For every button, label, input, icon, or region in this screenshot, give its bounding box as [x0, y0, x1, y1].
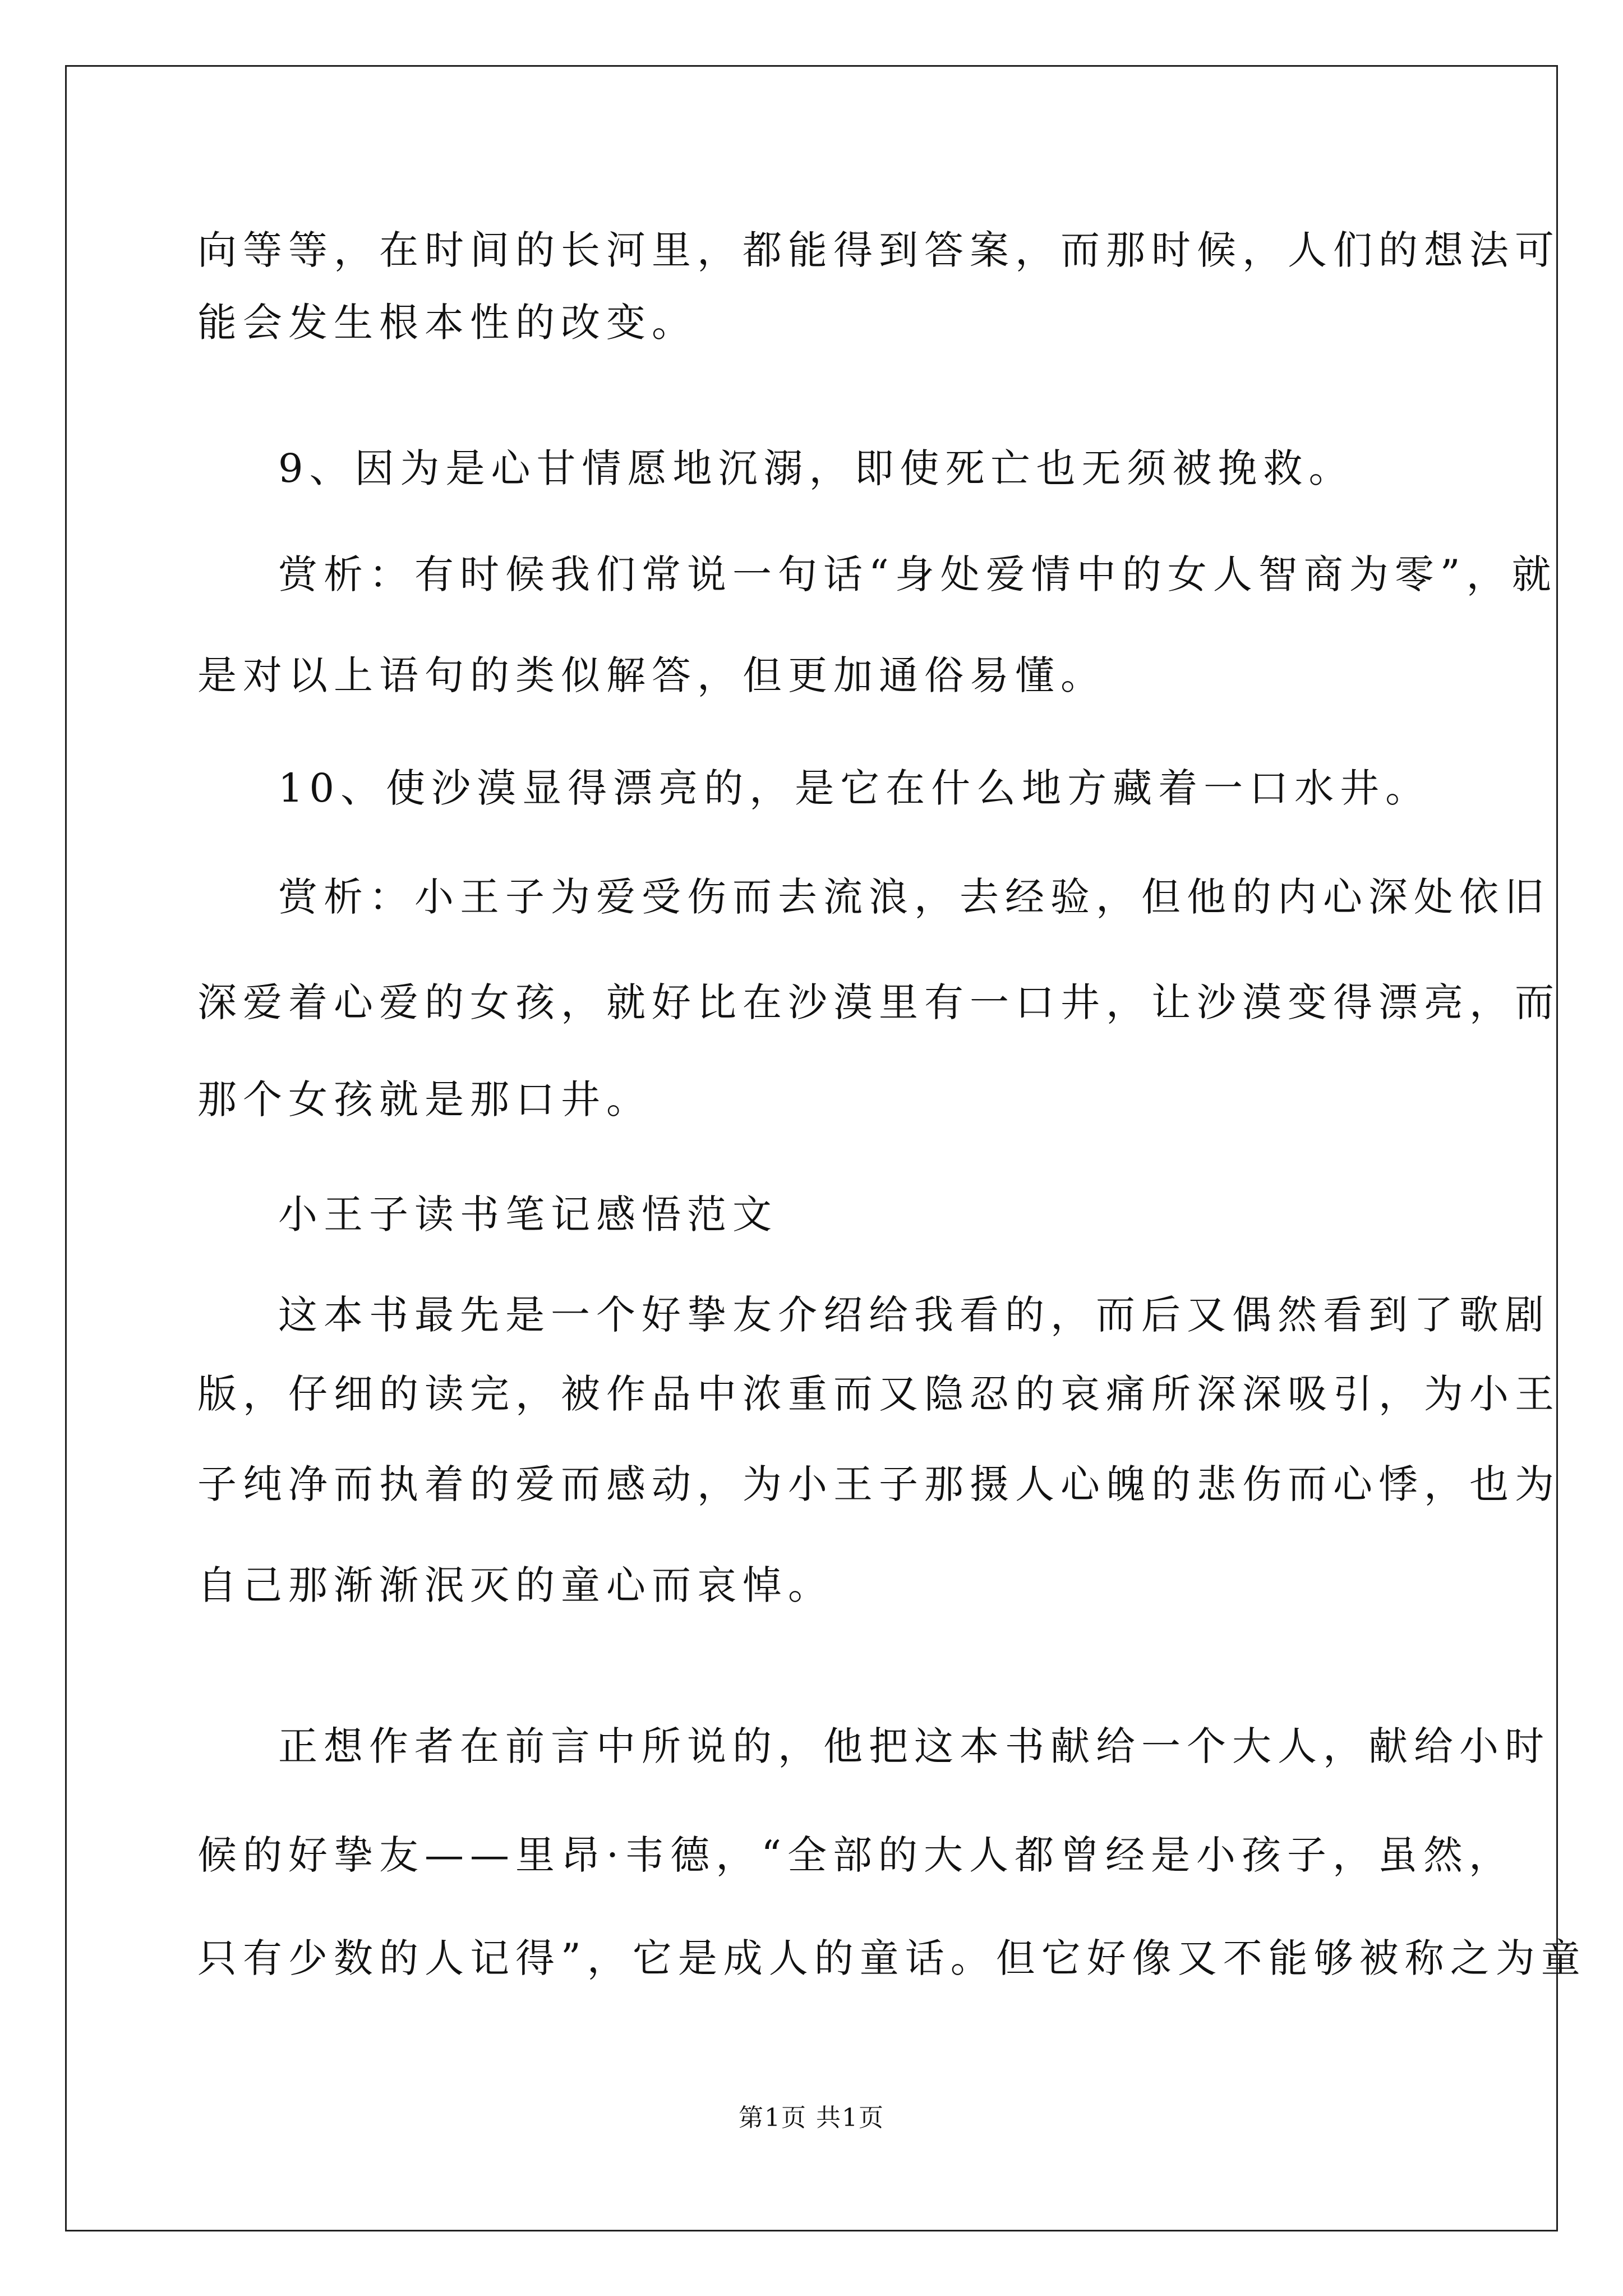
page-number: 第1页 共1页: [739, 2104, 884, 2132]
text-line: 候的好挚友——里昂·韦德，“全部的大人都曾经是小孩子，虽然，: [197, 1832, 1515, 1878]
text-line: 子纯净而执着的爱而感动，为小王子那摄人心魄的悲伤而心悸，也为: [197, 1461, 1560, 1507]
text-line: 是对以上语句的类似解答，但更加通俗易懂。: [197, 652, 1106, 698]
text-line: 版，仔细的读完，被作品中浓重而又隐忍的哀痛所深深吸引，为小王: [197, 1371, 1560, 1417]
text-line: 那个女孩就是那口井。: [197, 1076, 652, 1122]
text-line: 深爱着心爱的女孩，就好比在沙漠里有一口井，让沙漠变得漂亮，而: [197, 979, 1560, 1025]
page-border: [65, 65, 1558, 2231]
text-line: 向等等，在时间的长河里，都能得到答案，而那时候，人们的想法可: [197, 227, 1560, 273]
text-line: 9、因为是心甘情愿地沉溺，即使死亡也无须被挽救。: [278, 445, 1354, 491]
section-heading: 小王子读书笔记感悟范文: [278, 1191, 778, 1237]
text-line: 只有少数的人记得”，它是成人的童话。但它好像又不能够被称之为童: [197, 1935, 1587, 1981]
text-line: 能会发生根本性的改变。: [197, 300, 697, 346]
text-line: 赏析：有时候我们常说一句话“身处爱情中的女人智商为零”，就: [278, 551, 1557, 597]
text-line: 10、使沙漠显得漂亮的，是它在什么地方藏着一口水井。: [278, 765, 1431, 811]
text-line: 自己那渐渐泯灭的童心而哀悼。: [197, 1562, 833, 1608]
text-line: 赏析：小王子为爱受伤而去流浪，去经验，但他的内心深处依旧: [278, 874, 1550, 920]
text-line: 正想作者在前言中所说的，他把这本书献给一个大人，献给小时: [278, 1723, 1550, 1769]
text-line: 这本书最先是一个好挚友介绍给我看的，而后又偶然看到了歌剧: [278, 1292, 1550, 1338]
